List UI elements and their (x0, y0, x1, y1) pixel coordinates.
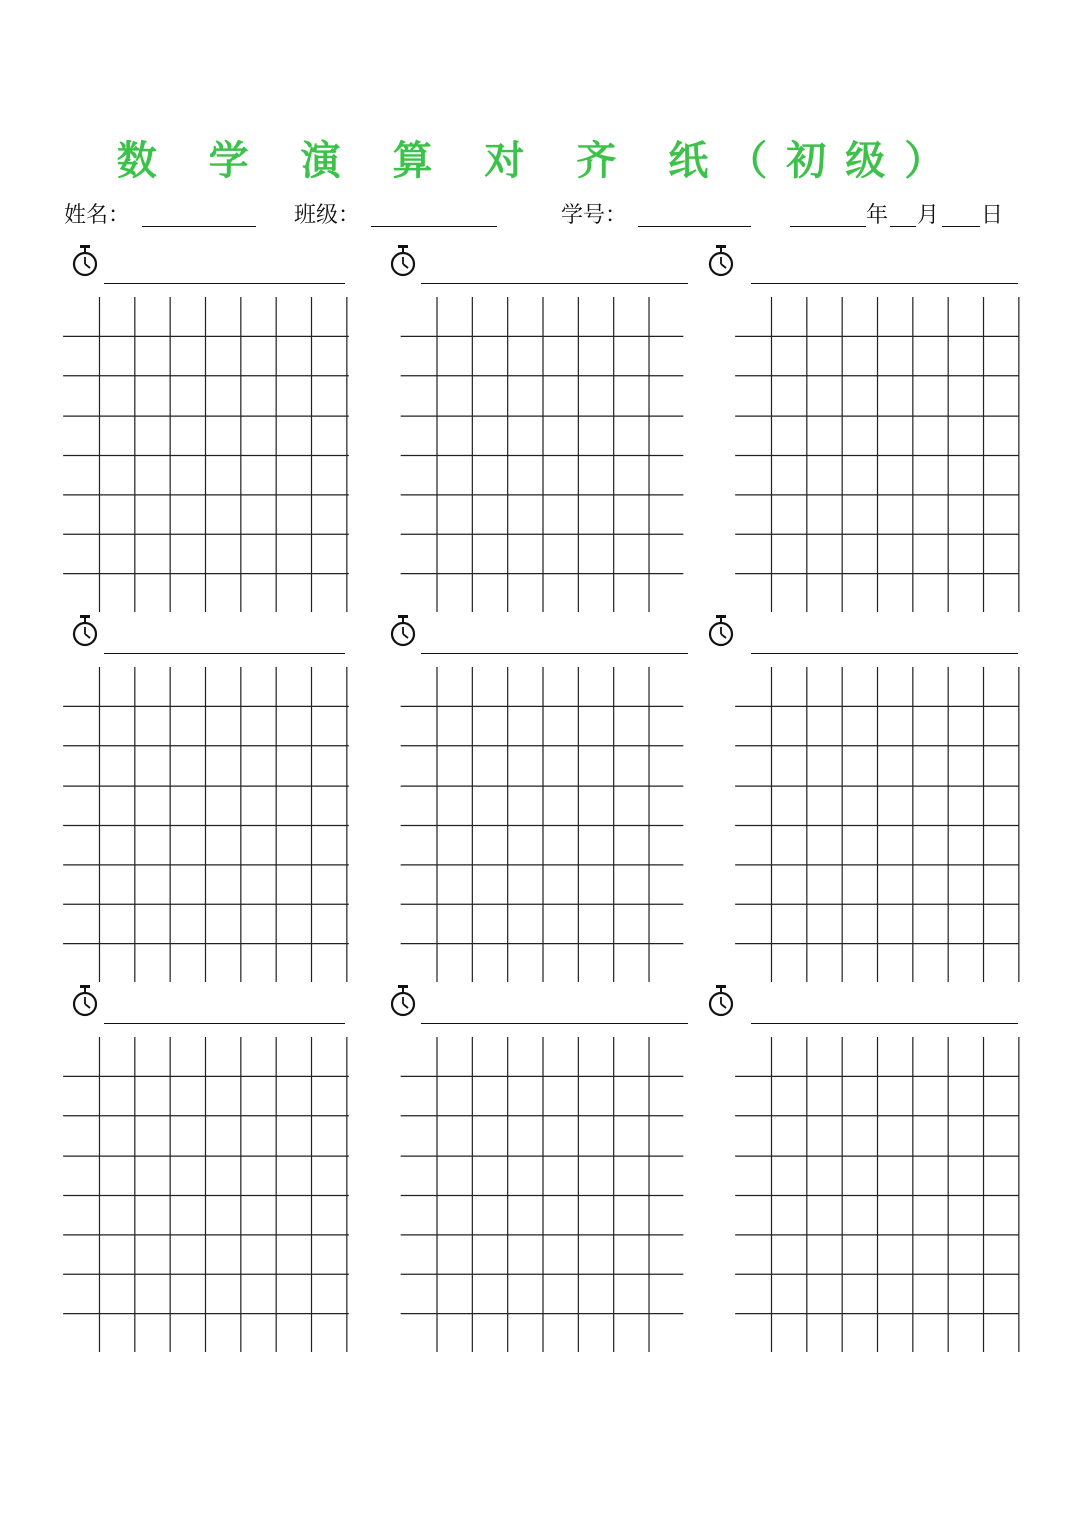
student-id-field[interactable] (638, 226, 751, 227)
month-label: 月 (917, 203, 940, 228)
time-answer-line[interactable] (104, 653, 345, 654)
time-answer-line[interactable] (751, 1023, 1018, 1024)
stopwatch-icon (388, 244, 418, 278)
square-grid[interactable] (56, 667, 356, 982)
square-grid[interactable] (727, 297, 1027, 612)
student-id-label: 学号： (561, 203, 628, 228)
square-grid[interactable] (392, 667, 692, 982)
stopwatch-icon (388, 984, 418, 1018)
square-grid[interactable] (56, 1037, 356, 1352)
square-grid[interactable] (392, 297, 692, 612)
time-answer-line[interactable] (104, 1023, 345, 1024)
stopwatch-icon (70, 614, 100, 648)
day-field[interactable] (942, 226, 980, 227)
square-grid[interactable] (727, 1037, 1027, 1352)
year-field[interactable] (790, 226, 866, 227)
stopwatch-icon (70, 244, 100, 278)
stopwatch-icon (70, 984, 100, 1018)
class-label: 班级： (294, 203, 361, 228)
time-answer-line[interactable] (104, 283, 345, 284)
year-label: 年 (866, 203, 889, 228)
square-grid[interactable] (392, 1037, 692, 1352)
square-grid[interactable] (727, 667, 1027, 982)
month-field[interactable] (890, 226, 916, 227)
time-answer-line[interactable] (751, 653, 1018, 654)
stopwatch-icon (388, 614, 418, 648)
time-answer-line[interactable] (421, 283, 688, 284)
worksheet-title: 数 学 演 算 对 齐 纸（初级） (116, 138, 964, 184)
class-field[interactable] (371, 226, 497, 227)
square-grid[interactable] (56, 297, 356, 612)
stopwatch-icon (706, 984, 736, 1018)
stopwatch-icon (706, 244, 736, 278)
time-answer-line[interactable] (421, 653, 688, 654)
time-answer-line[interactable] (751, 283, 1018, 284)
stopwatch-icon (706, 614, 736, 648)
day-label: 日 (981, 203, 1004, 228)
time-answer-line[interactable] (421, 1023, 688, 1024)
name-field[interactable] (142, 226, 256, 227)
name-label: 姓名： (64, 203, 131, 228)
